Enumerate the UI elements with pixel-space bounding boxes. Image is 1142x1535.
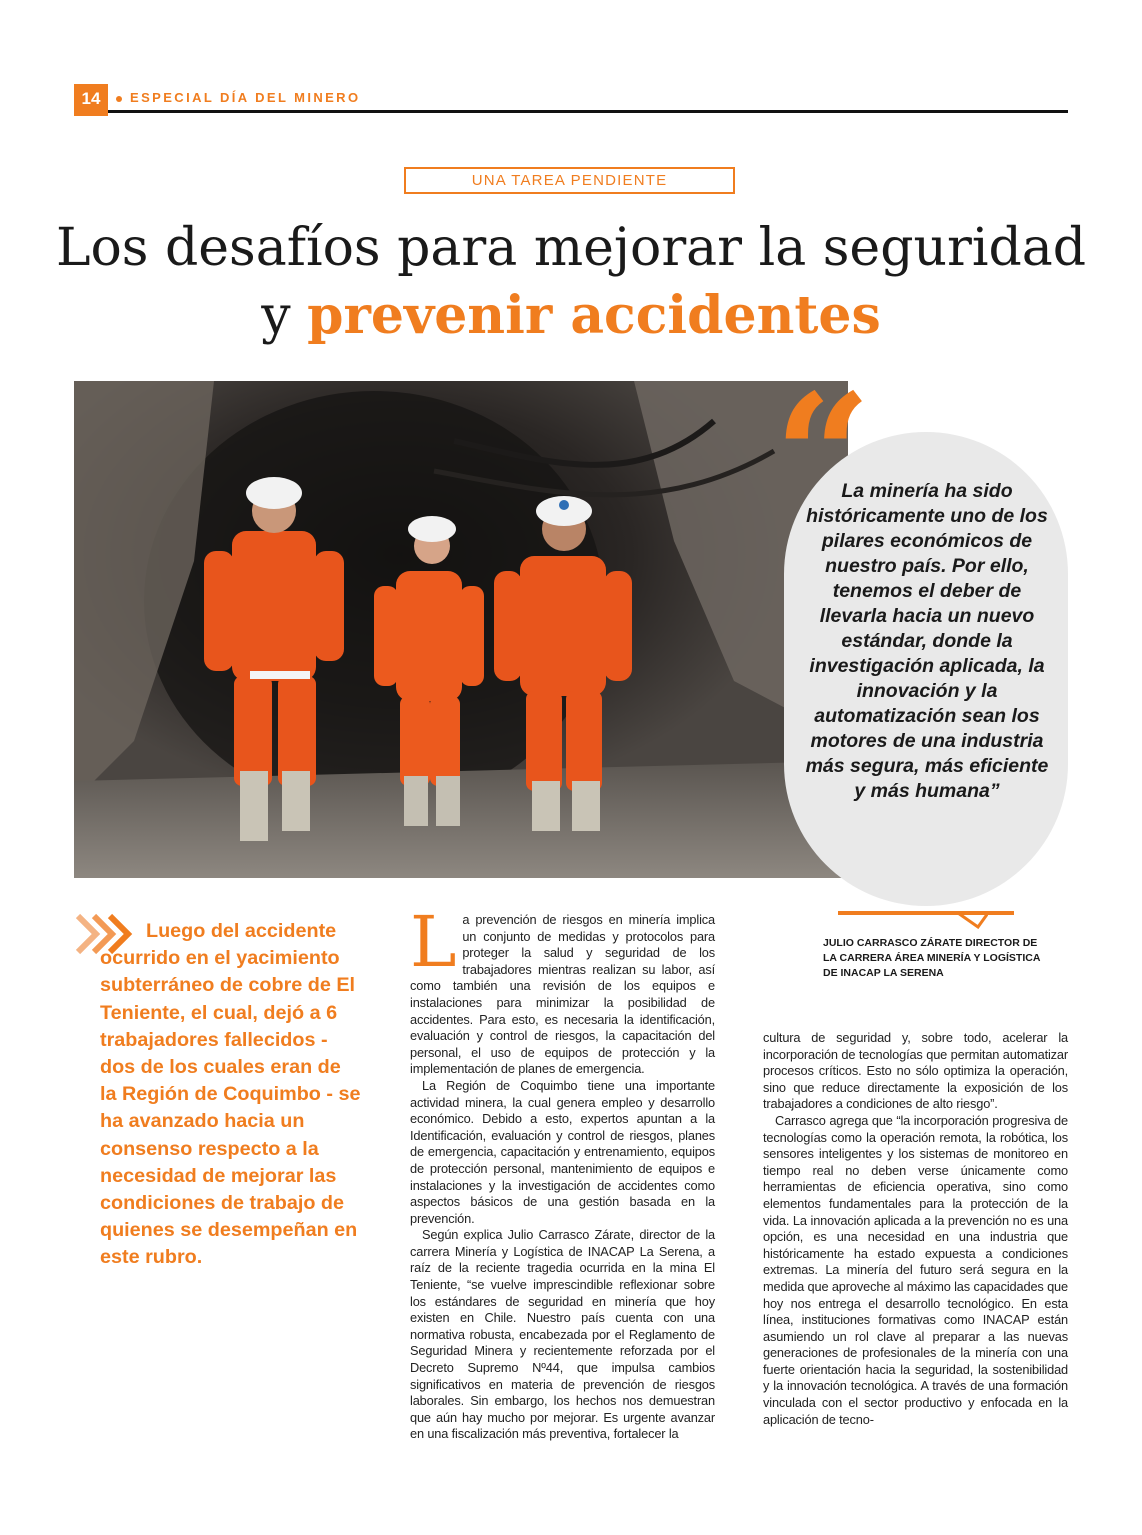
headline-highlight: prevenir accidentes [307, 285, 881, 346]
body-paragraph: cultura de seguridad y, sobre todo, acelerar la incorporación de tecnologías que permitan automatizar procesos críticos. Esto no sólo optimiza la operación, sino que reduce directamente la exposición de los trabajadores a condiciones de alto riesgo”. [763, 1030, 1068, 1112]
lead-text: Luego del accidente ocurrido en el yacimiento subterráneo de cobre de El Teniente, el cual, dejó a 6 trabajadores fallecidos - dos de los cuales eran de la Región de Coquimbo - se ha avanzado hacia un consenso respecto a la necesidad de mejorar las condiciones de trabajo de quienes se desempeñan en este rubro. [100, 920, 361, 1269]
lead-paragraph [100, 918, 362, 1272]
body-column-2 [763, 1030, 1068, 1428]
section-title: ESPECIAL DÍA DEL MINERO [130, 90, 361, 105]
body-paragraph: La Región de Coquimbo tiene una importante actividad minera, la cual genera empleo y desarrollo económico. Debido a esto, expertos apuntan a la Identificación, evaluación y control de riesgos, planes de emergencia, capacitación y entrenamiento, equipos de protección personal, mantenimiento de equipos e instalaciones y la investigación de accidentes como aspectos básicos de una gestión basada en la prevención. [410, 1077, 715, 1226]
speech-tail-icon [958, 911, 988, 929]
quote-mark-icon: “ [774, 357, 872, 557]
body-paragraph [410, 901, 715, 1078]
miners-photo-illustration [74, 381, 848, 878]
page-number: 14 [74, 84, 108, 116]
miners-tunnel-photo [74, 381, 848, 878]
article-headline [40, 214, 1102, 350]
drop-cap: L [410, 901, 457, 983]
bullet-dot-icon [116, 96, 122, 102]
header-rule [108, 110, 1068, 113]
body-paragraph-text: a prevención de riesgos en minería implica un conjunto de medidas y protocolos para proteger la salud y seguridad de los trabajadores mientras realizan su labor, así como también una revisión de los equipos e instalaciones para minimizar la posibilidad de accidentes. Para esto, es necesaria la identificación, evaluación y control de riesgos, la capacitación del personal, el uso de equipos de protección y la implementación de planes de emergencia. [410, 912, 715, 1077]
pull-quote-text: La minería ha sido históricamente uno de los pilares económicos de nuestro país. Por ello, tenemos el deber de llevarla hacia un nuevo estándar, donde la investigación aplicada, la innovación y la automatización sean los motores de una industria más segura, más eficiente y más humana” [805, 480, 1049, 802]
quote-attribution: JULIO CARRASCO ZÁRATE DIRECTOR DE LA CARRERA ÁREA MINERÍA Y LOGÍSTICA DE INACAP LA SERENA [823, 937, 1041, 979]
body-paragraph: Carrasco agrega que “la incorporación progresiva de tecnologías como la operación remota, la robótica, los sensores inteligentes y los sistemas de monitoreo en tiempo real no deben verse únicamente como herramientas de eficiencia operativa, sino como elementos fundamentales para la protección de la vida. La innovación aplicada a la prevención no es una opción, es una necesidad en una industria que históricamente ha estado expuesta a condiciones extremas. La minería del futuro será segura en la medida que aproveche al máximo las capacidades que hoy nos entrega el desarrollo tecnológico. En esta línea, instituciones formativas como INACAP están asumiendo un rol clave al preparar a las nuevas generaciones de profesionales de la minería con una fuerte orientación hacia la seguridad, la sostenibilidad y la innovación tecnológica. A través de una formación vinculada con el sector productivo y enfocada en la aplicación de tecno- [763, 1112, 1068, 1427]
page-header [74, 84, 1068, 114]
headline-plain: Los desafíos para mejorar la seguridad y [55, 218, 1087, 346]
article-kicker: UNA TAREA PENDIENTE [404, 167, 735, 194]
body-column-1 [410, 901, 715, 1443]
body-paragraph: Según explica Julio Carrasco Zárate, director de la carrera Minería y Logística de INACAP La Serena, a raíz de la reciente tragedia ocurrida en la mina El Teniente, “se vuelve imprescindible reflexionar sobre los estándares de seguridad en minería que hoy existen en Chile. Nuestro país cuenta con una normativa robusta, encabezada por el Reglamento de Seguridad Minera y recientemente reforzada por el Decreto Supremo Nº44, que impulsa cambios significativos en materia de prevención de riesgos laborales. Sin embargo, los hechos nos demuestran que aún hay mucho por mejorar. Es urgente avanzar en una fiscalización más preventiva, fortalecer la [410, 1227, 715, 1442]
